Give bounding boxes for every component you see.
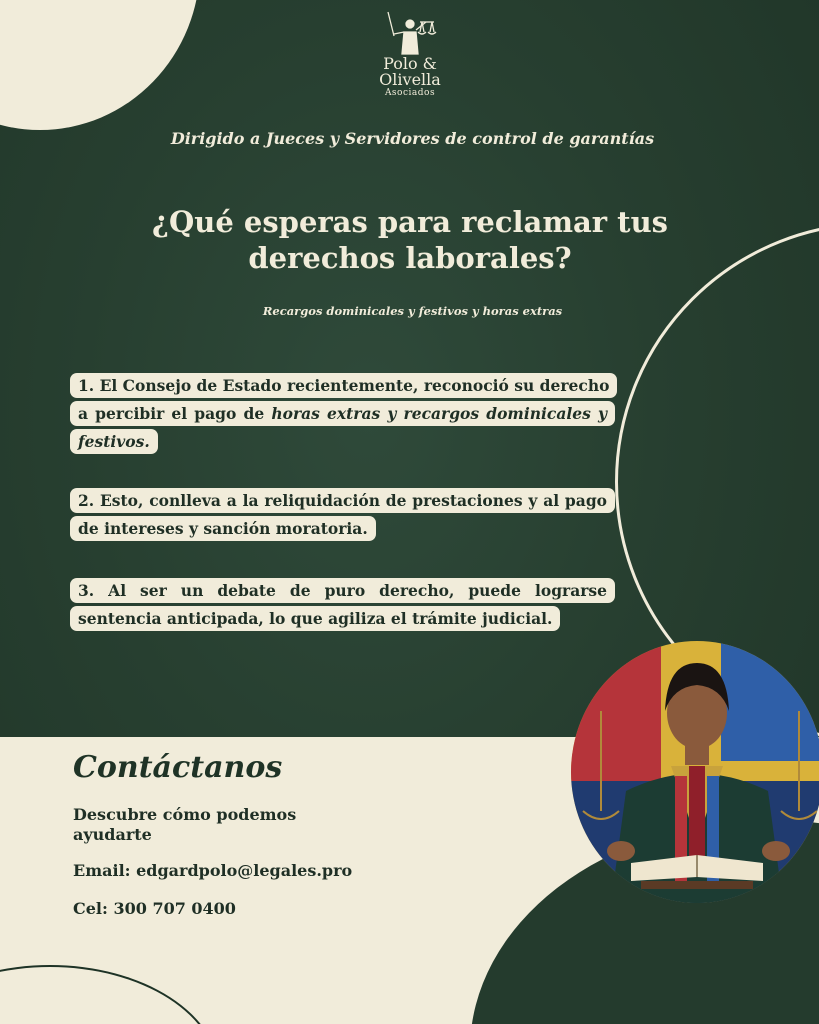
main-headline: ¿Qué esperas para reclamar tus derechos laborales? (152, 205, 668, 275)
brand-name-line2: Olivella (379, 70, 441, 89)
contact-phone[interactable]: Cel: 300 707 0400 (73, 899, 236, 918)
benefit-point-1-text: 1. El Consejo de Estado recientemente, reconoció su derecho a percibir el pago de (78, 376, 610, 423)
brand-name-line3: Asociados (384, 88, 436, 98)
benefit-point-1 (70, 372, 615, 456)
subheadline: Recargos dominicales y festivos y horas extras (262, 304, 563, 318)
benefit-point-2-text: 2. Esto, conlleva a la reliquidación de prestaciones y al pago de intereses y sanción moratoria. (70, 488, 615, 541)
benefit-point-2 (70, 487, 615, 543)
contact-description: Descubre cómo podemos ayudarte (73, 805, 297, 844)
contact-title: Contáctanos (73, 750, 283, 785)
audience-heading: Dirigido a Jueces y Servidores de control de garantías (170, 129, 655, 148)
benefit-point-1-emphasis: horas extras y recargos dominicales y festivos. (78, 404, 607, 451)
contact-email[interactable]: Email: edgardpolo@legales.pro (73, 861, 353, 880)
lady-justice-icon (380, 10, 440, 56)
judge-portrait-illustration (571, 641, 819, 903)
benefit-point-3 (70, 577, 615, 633)
benefit-point-3-text: 3. Al ser un debate de puro derecho, puede lograrse sentencia anticipada, lo que agiliza el trámite judicial. (70, 578, 615, 631)
decorative-blob-top-left (0, 0, 200, 130)
brand-name-line1: Polo & (383, 54, 437, 73)
brand-logo (360, 10, 460, 99)
